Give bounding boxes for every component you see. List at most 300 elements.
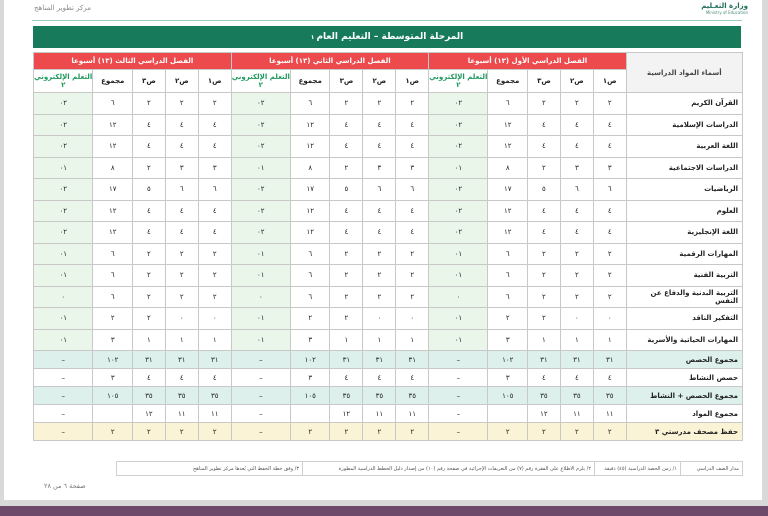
table-row <box>34 308 743 330</box>
summary-cell: ١٢ <box>132 405 165 423</box>
table-cell: ٠١ <box>429 308 488 330</box>
summary-cell: ٢ <box>330 423 363 441</box>
table-cell: ١ <box>132 329 165 351</box>
table-cell: ١٧ <box>290 179 330 201</box>
table-cell: ٨ <box>93 157 133 179</box>
table-cell: ٠ <box>593 308 626 330</box>
summary-cell: ٤ <box>165 369 198 387</box>
summary-cell: ٢ <box>198 423 231 441</box>
table-cell: ٠١ <box>34 157 93 179</box>
table-cell: ٠٢ <box>429 136 488 158</box>
summary-cell: ٣ <box>488 369 528 387</box>
table-row <box>34 329 743 351</box>
table-cell: ١ <box>396 329 429 351</box>
column-header: مجموع <box>290 70 330 93</box>
table-cell: ٢ <box>198 286 231 308</box>
table-cell: ٠١ <box>231 329 290 351</box>
table-row <box>34 222 743 244</box>
table-cell: ٠٢ <box>429 93 488 115</box>
table-cell: ٤ <box>527 136 560 158</box>
table-cell: ٦ <box>93 93 133 115</box>
table-cell: ٢ <box>132 308 165 330</box>
subject-name: اللغة العربية <box>626 136 742 158</box>
summary-cell: ٣٥ <box>363 387 396 405</box>
summary-cell: ٢ <box>488 423 528 441</box>
table-cell: ٠١ <box>429 329 488 351</box>
table-cell: ٢ <box>363 286 396 308</box>
table-cell: ١٢ <box>290 200 330 222</box>
summary-cell: ٤ <box>198 369 231 387</box>
table-cell: ٣ <box>198 157 231 179</box>
summary-cell: – <box>429 369 488 387</box>
table-cell: ٢ <box>527 265 560 287</box>
table-cell: ١٢ <box>93 136 133 158</box>
summary-cell: ١٠٢ <box>290 351 330 369</box>
table-cell: ٠ <box>34 286 93 308</box>
summary-cell: ٣١ <box>165 351 198 369</box>
table-row <box>34 114 743 136</box>
table-cell: ٤ <box>132 136 165 158</box>
subject-name: الرياضيات <box>626 179 742 201</box>
note-1: ١/ زمن الحصة الدراسية (٤٥) دقيقة <box>595 462 681 476</box>
table-cell: ٤ <box>165 222 198 244</box>
table-cell: ٢ <box>396 93 429 115</box>
table-cell: ٦ <box>396 179 429 201</box>
summary-cell: – <box>231 405 290 423</box>
summary-cell: ٢ <box>132 423 165 441</box>
table-cell: ٤ <box>396 200 429 222</box>
table-cell: ١٧ <box>93 179 133 201</box>
table-cell: ٣ <box>363 157 396 179</box>
table-cell: ٤ <box>132 222 165 244</box>
summary-cell: ١١ <box>593 405 626 423</box>
table-cell: ٠ <box>560 308 593 330</box>
table-cell: ٤ <box>198 114 231 136</box>
summary-row <box>34 387 743 405</box>
table-cell: ٢ <box>593 286 626 308</box>
summary-cell: ٢ <box>593 423 626 441</box>
table-cell: ٠٢ <box>429 114 488 136</box>
table-cell: ٤ <box>165 114 198 136</box>
summary-cell: – <box>34 351 93 369</box>
column-header: التعلم الإلكتروني ٢ <box>429 70 488 93</box>
note-3: ٣/ وفق خطة الحفظ التي يُعدها مركز تطوير المناهج <box>117 462 303 476</box>
table-cell: ٢ <box>132 286 165 308</box>
table-cell: ١٢ <box>488 114 528 136</box>
summary-label: مجموع الحصص <box>626 351 742 369</box>
page-title <box>33 26 741 48</box>
summary-cell: ١٠٥ <box>93 387 133 405</box>
table-cell: ٥ <box>132 179 165 201</box>
summary-cell: ٢ <box>93 423 133 441</box>
table-cell: ٢ <box>560 286 593 308</box>
table-cell: ١٧ <box>488 179 528 201</box>
subject-name: العلوم <box>626 200 742 222</box>
summary-cell: ٢ <box>560 423 593 441</box>
summary-cell: ٣١ <box>198 351 231 369</box>
summary-label: مجموع الحصص + النشاط <box>626 387 742 405</box>
subject-name: التربية الفنية <box>626 265 742 287</box>
table-cell: ١٢ <box>290 222 330 244</box>
summary-cell: ٣١ <box>560 351 593 369</box>
summary-cell: ٣٥ <box>560 387 593 405</box>
table-cell: ٢ <box>396 265 429 287</box>
table-cell: ٤ <box>560 222 593 244</box>
study-plan-table <box>33 52 743 441</box>
summary-cell: ٤ <box>593 369 626 387</box>
summary-cell: – <box>231 369 290 387</box>
summary-cell: ١٠٥ <box>488 387 528 405</box>
summary-cell: ٣ <box>93 369 133 387</box>
table-cell: ٠١ <box>231 157 290 179</box>
table-cell: ٠٢ <box>231 114 290 136</box>
table-cell: ٠١ <box>34 329 93 351</box>
table-cell: ٠٢ <box>34 200 93 222</box>
title-footnote-mark: ١ <box>310 33 315 41</box>
summary-cell: ١٠٢ <box>488 351 528 369</box>
column-header: التعلم الإلكتروني ٢ <box>34 70 93 93</box>
table-cell: ٢ <box>396 286 429 308</box>
header-org-name: مركز تطوير المناهج <box>34 4 91 12</box>
column-header: ص٣ <box>132 70 165 93</box>
table-cell: ٢ <box>593 93 626 115</box>
table-cell: ٤ <box>527 222 560 244</box>
table-cell: ٤ <box>198 222 231 244</box>
semester-1-header: الفصل الدراسي الأول (١٣) أسبوعا <box>429 53 627 70</box>
table-cell: ٢ <box>165 93 198 115</box>
table-cell: ٠٢ <box>231 179 290 201</box>
note-2: ٢/ يلزم الاطلاع على الفقرة رقم (٧) من التعريفات الإجرائية في صفحة رقم (١٠) من إصدار دليل الخطط الدراسية المطورة <box>303 462 595 476</box>
table-cell: ٤ <box>593 114 626 136</box>
summary-cell: ١٢ <box>330 405 363 423</box>
table-cell: ٢ <box>527 308 560 330</box>
summary-cell: ٣٥ <box>132 387 165 405</box>
table-cell: ٢ <box>330 308 363 330</box>
table-cell: ٢ <box>560 243 593 265</box>
table-cell: ٦ <box>93 286 133 308</box>
summary-row <box>34 405 743 423</box>
table-cell: ٤ <box>560 200 593 222</box>
table-cell: ١٢ <box>93 200 133 222</box>
summary-cell <box>290 405 330 423</box>
table-cell: ٢ <box>527 286 560 308</box>
table-cell: ٢ <box>527 93 560 115</box>
table-cell: ٤ <box>527 200 560 222</box>
summary-cell: ٣٥ <box>396 387 429 405</box>
column-header: ص١ <box>396 70 429 93</box>
table-cell: ٦ <box>290 243 330 265</box>
summary-cell: ١٠٢ <box>93 351 133 369</box>
table-cell: ٠٢ <box>429 222 488 244</box>
table-cell: ٣ <box>488 329 528 351</box>
table-row <box>34 136 743 158</box>
table-cell: ٠ <box>198 308 231 330</box>
column-header: ص٢ <box>363 70 396 93</box>
title-text: المرحلة المتوسطة – التعليم العام <box>316 32 464 42</box>
table-cell: ٢ <box>593 243 626 265</box>
table-cell: ١ <box>363 329 396 351</box>
table-cell: ١ <box>330 329 363 351</box>
table-cell: ٢ <box>363 265 396 287</box>
table-cell: ١٢ <box>93 114 133 136</box>
table-cell: ٠٢ <box>429 200 488 222</box>
summary-cell: ١١ <box>560 405 593 423</box>
logo-arabic-text: وزارة التعـليم <box>701 2 748 10</box>
summary-cell: ٣١ <box>132 351 165 369</box>
table-cell: ٠ <box>429 286 488 308</box>
summary-cell: ٢ <box>363 423 396 441</box>
table-cell: ٢ <box>290 308 330 330</box>
column-header: ص٣ <box>527 70 560 93</box>
table-cell: ٦ <box>93 243 133 265</box>
table-cell: ٢ <box>527 157 560 179</box>
table-cell: ٢ <box>198 243 231 265</box>
table-cell: ٦ <box>290 265 330 287</box>
table-cell: ٢ <box>488 308 528 330</box>
table-cell: ٠٢ <box>34 222 93 244</box>
column-header: ص٢ <box>165 70 198 93</box>
table-cell: ٢ <box>363 93 396 115</box>
table-cell: ١٢ <box>488 222 528 244</box>
table-row <box>34 200 743 222</box>
table-cell: ٠١ <box>231 308 290 330</box>
table-cell: ٢ <box>165 286 198 308</box>
summary-cell: ٤ <box>396 369 429 387</box>
table-cell: ٢ <box>593 265 626 287</box>
summary-cell: ١٠٥ <box>290 387 330 405</box>
subject-name: المهارات الرقمية <box>626 243 742 265</box>
page-number: صفحة ٦ من ٢٨ <box>44 482 86 490</box>
summary-cell: – <box>429 423 488 441</box>
table-cell: ٠١ <box>34 308 93 330</box>
table-cell: ٢ <box>198 93 231 115</box>
summary-cell <box>488 405 528 423</box>
column-header: التعلم الإلكتروني ٢ <box>231 70 290 93</box>
table-cell: ٢ <box>330 243 363 265</box>
summary-row <box>34 369 743 387</box>
table-cell: ٦ <box>488 286 528 308</box>
summary-cell: ٤ <box>363 369 396 387</box>
table-cell: ٤ <box>363 222 396 244</box>
summary-cell: ٣٥ <box>527 387 560 405</box>
table-cell: ٦ <box>290 286 330 308</box>
table-cell: ٠٢ <box>34 179 93 201</box>
subject-name: التفكير الناقد <box>626 308 742 330</box>
subjects-column-header: أسماء المواد الدراسية <box>626 53 742 93</box>
table-cell: ٢ <box>132 265 165 287</box>
column-header: ص١ <box>198 70 231 93</box>
table-cell: ٢ <box>132 243 165 265</box>
footnotes-table <box>116 461 743 476</box>
table-cell: ٠٢ <box>231 93 290 115</box>
summary-cell: ١١ <box>363 405 396 423</box>
table-row <box>34 265 743 287</box>
table-cell: ٨ <box>488 157 528 179</box>
summary-cell: ١١ <box>165 405 198 423</box>
summary-cell: ٣٥ <box>198 387 231 405</box>
summary-cell: ١١ <box>396 405 429 423</box>
table-cell: ٠١ <box>429 157 488 179</box>
table-cell: ٤ <box>198 200 231 222</box>
subject-name: اللغة الإنجليزية <box>626 222 742 244</box>
table-cell: ٥ <box>527 179 560 201</box>
table-cell: ٢ <box>330 157 363 179</box>
table-cell: ١ <box>165 329 198 351</box>
summary-cell: ٣٥ <box>330 387 363 405</box>
table-cell: ٨ <box>290 157 330 179</box>
table-cell: ٤ <box>132 114 165 136</box>
table-row <box>34 286 743 308</box>
table-cell: ٤ <box>396 114 429 136</box>
table-cell: ٠٢ <box>231 200 290 222</box>
summary-cell: ٤ <box>330 369 363 387</box>
table-cell: ١ <box>198 329 231 351</box>
summary-cell: ٣١ <box>363 351 396 369</box>
table-cell: ٦ <box>560 179 593 201</box>
summary-cell: ٢ <box>290 423 330 441</box>
table-cell: ١ <box>593 329 626 351</box>
table-cell: ١٢ <box>290 136 330 158</box>
summary-cell: ٢ <box>527 423 560 441</box>
table-cell: ٦ <box>165 179 198 201</box>
table-cell: ٤ <box>396 136 429 158</box>
table-cell: ٢ <box>330 265 363 287</box>
table-cell: ٠ <box>363 308 396 330</box>
table-cell: ٤ <box>330 200 363 222</box>
summary-cell: ٣١ <box>396 351 429 369</box>
table-cell: ٦ <box>198 179 231 201</box>
document-page <box>4 0 762 500</box>
table-cell: ٤ <box>132 200 165 222</box>
table-cell: ٠٢ <box>34 136 93 158</box>
table-cell: ٤ <box>165 200 198 222</box>
table-cell: ١ <box>560 329 593 351</box>
table-cell: ١٢ <box>488 136 528 158</box>
table-cell: ٦ <box>488 243 528 265</box>
summary-cell: – <box>231 351 290 369</box>
summary-cell: ٢ <box>165 423 198 441</box>
table-cell: ٢ <box>527 243 560 265</box>
table-cell: ٤ <box>330 136 363 158</box>
table-cell: ٠٢ <box>429 179 488 201</box>
summary-cell: – <box>231 423 290 441</box>
table-cell: ٤ <box>560 136 593 158</box>
table-cell: ٠٢ <box>34 93 93 115</box>
subject-name: الدراسات الإسلامية <box>626 114 742 136</box>
bottom-bar <box>0 506 768 516</box>
subject-name: الدراسات الاجتماعية <box>626 157 742 179</box>
summary-cell: ٣١ <box>593 351 626 369</box>
table-cell: ٢ <box>330 93 363 115</box>
ministry-logo <box>701 2 748 15</box>
table-cell: ٤ <box>527 114 560 136</box>
summary-cell: – <box>34 369 93 387</box>
table-cell: ٤ <box>593 136 626 158</box>
summary-cell: ٣٥ <box>593 387 626 405</box>
table-cell: ٢ <box>560 265 593 287</box>
table-cell: ٠ <box>231 286 290 308</box>
table-cell: ٤ <box>330 114 363 136</box>
table-cell: ٢ <box>93 308 133 330</box>
summary-row <box>34 351 743 369</box>
table-cell: ٦ <box>363 179 396 201</box>
subject-name: التربية البدنية والدفاع عن النفس <box>626 286 742 308</box>
table-cell: ٦ <box>593 179 626 201</box>
logo-english-text: Ministry of Education <box>705 10 748 15</box>
table-row <box>34 157 743 179</box>
table-cell: ٠١ <box>429 243 488 265</box>
table-cell: ٥ <box>330 179 363 201</box>
header-divider <box>32 20 742 21</box>
summary-cell: – <box>429 351 488 369</box>
table-cell: ٠ <box>165 308 198 330</box>
table-cell: ٦ <box>93 265 133 287</box>
table-row <box>34 243 743 265</box>
summary-cell: ٣١ <box>527 351 560 369</box>
subject-name: المهارات الحياتية والأسرية <box>626 329 742 351</box>
summary-cell: ٢ <box>396 423 429 441</box>
table-cell: ٤ <box>198 136 231 158</box>
table-cell: ٤ <box>593 222 626 244</box>
table-cell: ٤ <box>593 200 626 222</box>
table-cell: ١ <box>527 329 560 351</box>
table-cell: ٢ <box>165 265 198 287</box>
table-cell: ١٢ <box>93 222 133 244</box>
table-cell: ٠٢ <box>231 222 290 244</box>
column-header: مجموع <box>488 70 528 93</box>
summary-label: حفظ مصحف مدرستي ٣ <box>626 423 742 441</box>
table-cell: ٣ <box>165 157 198 179</box>
table-cell: ٣ <box>290 329 330 351</box>
summary-cell: ١١ <box>198 405 231 423</box>
table-cell: ٠١ <box>429 265 488 287</box>
table-cell: ١٢ <box>290 114 330 136</box>
table-cell: ٢ <box>560 93 593 115</box>
table-cell: ٣ <box>93 329 133 351</box>
column-header: ص١ <box>593 70 626 93</box>
table-cell: ٠١ <box>231 243 290 265</box>
table-cell: ٠١ <box>34 265 93 287</box>
table-cell: ٤ <box>396 222 429 244</box>
semester-2-header: الفصل الدراسي الثاني (١٣) أسبوعا <box>231 53 429 70</box>
summary-cell: ٣١ <box>330 351 363 369</box>
table-cell: ٠٢ <box>34 114 93 136</box>
table-cell: ٢ <box>330 286 363 308</box>
semester-3-header: الفصل الدراسي الثالث (١٣) أسبوعا <box>34 53 232 70</box>
summary-cell: ٤ <box>132 369 165 387</box>
table-cell: ٢ <box>363 243 396 265</box>
table-cell: ٢ <box>132 157 165 179</box>
table-cell: ٦ <box>488 93 528 115</box>
table-cell: ٣ <box>560 157 593 179</box>
table-cell: ٢ <box>198 265 231 287</box>
summary-cell: ٤ <box>560 369 593 387</box>
summary-row <box>34 423 743 441</box>
column-header: ص٣ <box>330 70 363 93</box>
column-header: مجموع <box>93 70 133 93</box>
summary-cell <box>93 405 133 423</box>
table-cell: ٦ <box>488 265 528 287</box>
summary-label: مجموع المواد <box>626 405 742 423</box>
table-cell: ٠١ <box>34 243 93 265</box>
table-row <box>34 179 743 201</box>
summary-cell: ٣٥ <box>165 387 198 405</box>
table-cell: ٢ <box>396 243 429 265</box>
subject-name: القرآن الكريم <box>626 93 742 115</box>
note-grade-label: مدار الصف الدراسي <box>681 462 743 476</box>
table-cell: ٠٢ <box>231 136 290 158</box>
summary-cell: – <box>34 405 93 423</box>
